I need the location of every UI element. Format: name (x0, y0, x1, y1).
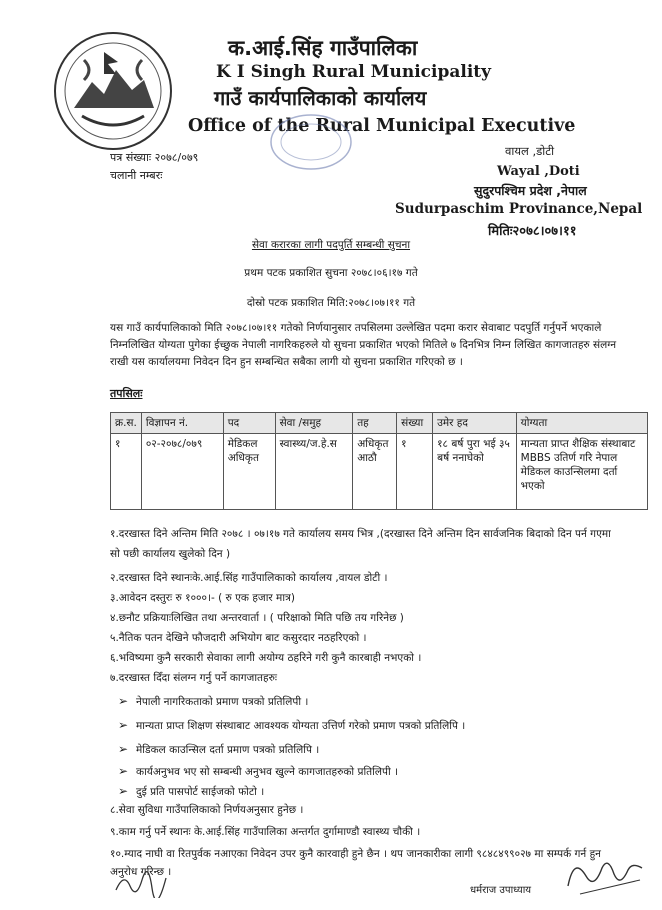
condition-8: ८.सेवा सुविधा गाउँपालिकाको निर्णयअनुसार हुनेछ । (110, 804, 304, 816)
left-initials-signature (112, 868, 172, 898)
list-item: ➢ नेपाली नागरिकताको प्रमाण पत्रको प्रतिलिपी । (118, 694, 309, 708)
list-item: ➢ मेडिकल काउन्सिल दर्ता प्रमाण पत्रको प्रतिलिपि । (118, 742, 320, 756)
office-stamp (268, 112, 354, 172)
list-item: ➢ मान्यता प्राप्त शिक्षण संस्थाबाट आवश्यक योग्यता उत्तिर्ण गरेको प्रमाण पत्रको प्रतिलिपि । (118, 718, 466, 732)
cell-post: मेडिकल अधिकृत (223, 434, 275, 510)
signatory-name: धर्मराज उपाध्याय (470, 885, 532, 896)
condition-4: ४.छनौट प्रक्रियाःलिखित तथा अन्तरवार्ता । ( परिक्षाको मिति पछि तय गरिनेछ ) (110, 612, 404, 624)
condition-10b: अनुरोध गरिन्छ । (110, 866, 172, 878)
condition-1b: सो पछी कार्यालय खुलेको दिन ) (110, 548, 231, 560)
cell-level: अधिकृत आठौ (353, 434, 397, 510)
header-name-en: K I Singh Rural Municipality (216, 62, 492, 82)
col-age: उमेर हद (433, 413, 517, 434)
address-line1: वायल ,डोटी (505, 144, 555, 158)
cell-ad-no: ०२-२०७८/०७९ (141, 434, 223, 510)
col-ad-no: विज्ञापन नं. (141, 413, 223, 434)
table-header-row (111, 413, 648, 434)
cell-qualification: मान्यता प्राप्त शैक्षिक संस्थाबाट MBBS उतिर्ण गरि नेपाल मेडिकल काउन्सिलमा दर्ता भएको (516, 434, 647, 510)
arrow-bullet-icon: ➢ (118, 694, 129, 708)
condition-10a: १०.म्याद नाघी वा रितपुर्वक नआएका निवेदन उपर कुनै कारवाही हुने छैन । थप जानकारीका लागी ९८४८४९९०२७ मा सम्पर्क गर्न हुन (110, 848, 601, 860)
notice-date: मितिः२०७८।०७।११ (488, 224, 577, 239)
cell-service: स्वास्थ्य/ज.हे.स (275, 434, 353, 510)
condition-5: ५.नैतिक पतन देखिने फौजदारी अभियोग बाट कसुरदार नठहरिएको । (110, 632, 367, 644)
cell-sn: १ (111, 434, 142, 510)
col-count: संख्या (397, 413, 433, 434)
address-line3: सुदुरपश्चिम प्रदेश ,नेपाल (474, 183, 587, 198)
second-publication: दोस्रो पटक प्रकाशित मिति:२०७८।०७।११ गते (246, 297, 416, 309)
list-item: ➢ दुई प्रति पासपोर्ट साईजको फोटो । (118, 784, 265, 798)
col-service: सेवा /समुह (275, 413, 353, 434)
address-line2: Wayal ,Doti (497, 164, 580, 179)
list-item: ➢ कार्यअनुभव भए सो सम्बन्धी अनुभव खुल्ने कागजातहरुको प्रतिलिपी । (118, 764, 398, 778)
cell-age: १८ बर्ष पुरा भई ३५ बर्ष ननाघेको (433, 434, 517, 510)
municipality-emblem-logo (52, 30, 174, 152)
condition-9: ९.काम गर्नु पर्ने स्थानः के.आई.सिंह गाउँपालिका अन्तर्गत दुर्गामाण्डौ स्वास्थ्य चौकी । (110, 826, 421, 838)
col-level: तह (353, 413, 397, 434)
arrow-bullet-icon: ➢ (118, 742, 129, 756)
condition-6: ६.भविष्यमा कुनै सरकारी सेवाका लागी अयोग्य ठहरिने गरी कुनै कारबाही नभएको । (110, 652, 422, 664)
header-name-np: क.आई.सिंह गाउँपालिका (228, 36, 418, 60)
letter-number: पत्र संख्याः २०७८/०७९ (110, 151, 199, 164)
condition-3: ३.आवेदन दस्तुरः रु १०००।- ( रु एक हजार मात्र) (110, 592, 295, 604)
officer-signature (560, 850, 650, 900)
dispatch-number: चलानी नम्बरः (110, 169, 163, 182)
col-qualification: योग्यता (516, 413, 647, 434)
notice-title: सेवा करारका लागी पदपुर्ति सम्बन्धी सुचना (251, 239, 411, 251)
first-publication: प्रथम पटक प्रकाशित सुचना २०७८।०६।१७ गते (244, 267, 418, 279)
tapasil-label: तपसिलः (110, 387, 143, 400)
arrow-bullet-icon: ➢ (118, 784, 129, 798)
arrow-bullet-icon: ➢ (118, 764, 129, 778)
condition-1a: १.दरखास्त दिने अन्तिम मिति २०७८ । ०७।१७ गते कार्यालय समय भित्र ,(दरखास्त दिने अन्तिम दिन सार्वजनिक बिदाको दिन पर्न गएमा (110, 528, 611, 540)
col-sn: क्र.स. (111, 413, 142, 434)
vacancy-table (110, 412, 648, 510)
header-office-en: Office of the Rural Municipal Executive (188, 116, 576, 136)
col-post: पद (223, 413, 275, 434)
address-line4: Sudurpaschim Provinance,Nepal (395, 201, 643, 217)
header-office-np: गाउँ कार्यपालिकाको कार्यालय (214, 86, 427, 110)
condition-7: ७.दरखास्त दिँदा संलग्न गर्नु पर्ने कागजातहरुः (110, 672, 278, 684)
arrow-bullet-icon: ➢ (118, 718, 129, 732)
notice-body: यस गाउँ कार्यपालिकाको मिति २०७८।०७।११ गतेको निर्णयानुसार तपसिलमा उल्लेखित पदमा करार सेवाबाट पदपुर्ति गर्नुपर्ने भएकाले निम्नलिखित योग्यता पुगेका ईच्छुक नेपाली नागरिकहरुले यो सुचना प्रकाशित भएको मितिले ७ दिनभित्र निम्न लिखित कागजातहरु संलग्न राखी यस कार्यालयमा निवेदन दिन हुन सम्बन्धित सबैका लागी यो सुचना प्रकाशित गरिएको छ । (110, 322, 617, 368)
table-row (111, 434, 648, 510)
cell-count: १ (397, 434, 433, 510)
condition-2: २.दरखास्त दिने स्थानःके.आई.सिंह गाउँपालिकाको कार्यालय ,वायल डोटी । (110, 572, 388, 584)
